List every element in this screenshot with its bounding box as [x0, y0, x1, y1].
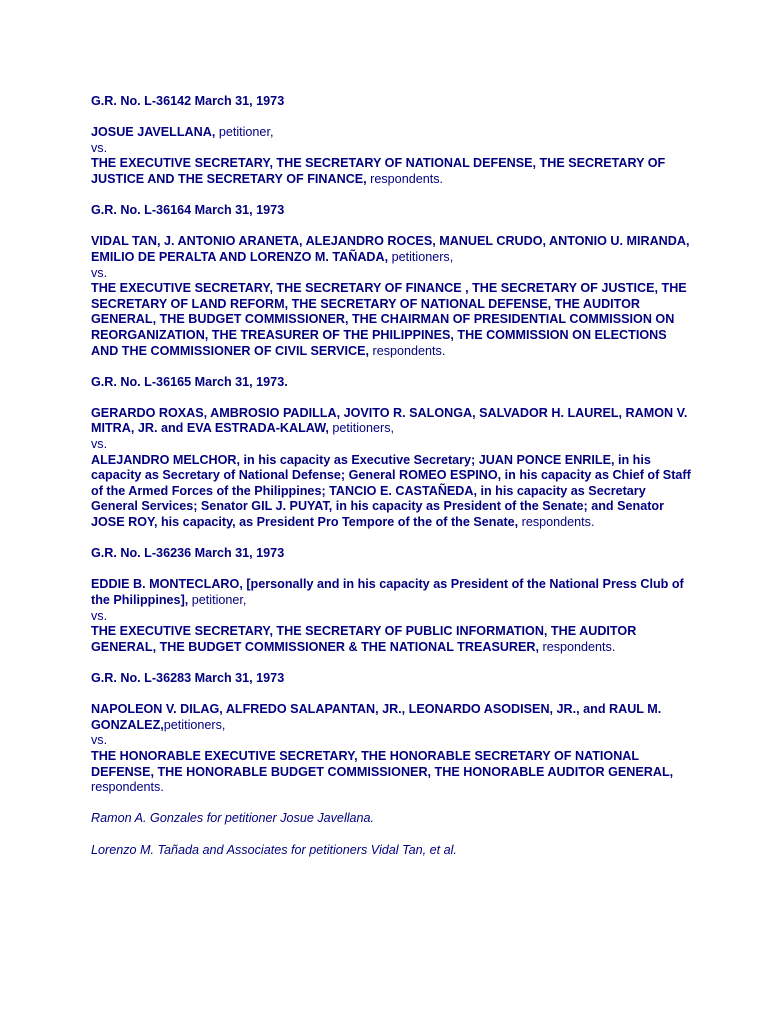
- respondents-role: respondents.: [366, 171, 444, 186]
- case-number: G.R. No. L-36236 March 31, 1973: [91, 546, 285, 561]
- petitioners: NAPOLEON V. DILAG, ALFREDO SALAPANTAN, JR., LEONARDO ASODISEN, JR., and RAUL M. GONZALEZ,: [91, 702, 662, 732]
- versus: vs.: [91, 437, 108, 452]
- case-number: G.R. No. L-36283 March 31, 1973: [91, 670, 285, 685]
- petitioners: GERARDO ROXAS, AMBROSIO PADILLA, JOVITO R. SALONGA, SALVADOR H. LAUREL, RAMON V. MITRA, JR. and EVA ESTRADA-KALAW,: [91, 405, 688, 436]
- case-parties: [91, 125, 691, 187]
- case-number: G.R. No. L-36164 March 31, 1973: [91, 203, 285, 218]
- respondents: THE EXECUTIVE SECRETARY, THE SECRETARY OF NATIONAL DEFENSE, THE SECRETARY OF JUSTICE AND THE SECRETARY OF FINANCE,: [91, 156, 666, 186]
- respondents-role: respondents.: [539, 639, 616, 654]
- case-number: G.R. No. L-36142 March 31, 1973: [91, 94, 285, 108]
- versus: vs.: [91, 265, 108, 280]
- petitioners: VIDAL TAN, J. ANTONIO ARANETA, ALEJANDRO ROCES, MANUEL CRUDO, ANTONIO U. MIRANDA, EMILIO DE PERALTA AND LORENZO M. TAÑADA,: [91, 234, 690, 264]
- petitioners-role: petitioners,: [328, 421, 394, 436]
- petitioners-role: petitioner,: [215, 125, 274, 140]
- respondents: THE EXECUTIVE SECRETARY, THE SECRETARY OF FINANCE , THE SECRETARY OF JUSTICE, THE SECRETARY OF LAND REFORM, THE SECRETARY OF NATIONAL DEFENSE, THE AUDITOR GENERAL, THE BUDGET COMMISSIONER, THE CHAIRMAN OF PRESIDENTIAL COMMISSION ON REORGANIZATION, THE TREASURER OF THE PHILIPPINES, THE COMMISSION ON ELECTIONS AND THE COMMISSIONER OF CIVIL SERVICE,: [91, 281, 687, 358]
- case-block: [91, 203, 691, 359]
- case-number: G.R. No. L-36165 March 31, 1973.: [91, 374, 288, 389]
- petitioners: EDDIE B. MONTECLARO, [personally and in his capacity as President of the National Press Club of the Philippines],: [91, 577, 684, 607]
- versus: vs.: [91, 140, 108, 155]
- case-caption: [91, 94, 691, 874]
- case-parties: [91, 406, 691, 531]
- case-parties: [91, 234, 691, 359]
- case-parties: [91, 577, 691, 655]
- petitioners: JOSUE JAVELLANA,: [91, 125, 216, 140]
- case-parties: [91, 702, 691, 796]
- counsel-note: Lorenzo M. Tañada and Associates for petitioners Vidal Tan, et al.: [91, 842, 457, 857]
- case-block: [91, 94, 691, 188]
- petitioners-role: petitioners,: [388, 249, 454, 264]
- case-block: [91, 671, 691, 796]
- case-block: [91, 375, 691, 531]
- petitioners-role: petitioners,: [163, 717, 226, 732]
- respondents: THE EXECUTIVE SECRETARY, THE SECRETARY OF PUBLIC INFORMATION, THE AUDITOR GENERAL, THE BUDGET COMMISSIONER & THE NATIONAL TREASURER,: [91, 624, 637, 654]
- versus: vs.: [91, 608, 108, 623]
- respondents: ALEJANDRO MELCHOR, in his capacity as Executive Secretary; JUAN PONCE ENRILE, in his capacity as Secretary of National Defense; General ROMEO ESPINO, in his capacity as Chief of Staff of the Armed Forces of the Philippines; TANCIO E. CASTAÑEDA, in his capacity as Secretary General Services; Senator GIL J. PUYAT, in his capacity as President of the Senate; and Senator JOSE ROY, his capacity, as President Pro Tempore of the of the Senate,: [91, 452, 691, 530]
- respondents-role: respondents.: [369, 343, 446, 358]
- respondents-role: respondents.: [91, 780, 164, 795]
- counsel-note: Ramon A. Gonzales for petitioner Josue Javellana.: [91, 811, 375, 826]
- case-block: [91, 546, 691, 655]
- petitioners-role: petitioner,: [188, 593, 247, 607]
- respondents: THE HONORABLE EXECUTIVE SECRETARY, THE HONORABLE SECRETARY OF NATIONAL DEFENSE, THE HONORABLE BUDGET COMMISSIONER, THE HONORABLE AUDITOR GENERAL,: [91, 748, 674, 779]
- versus: vs.: [91, 733, 108, 748]
- respondents-role: respondents.: [518, 515, 595, 530]
